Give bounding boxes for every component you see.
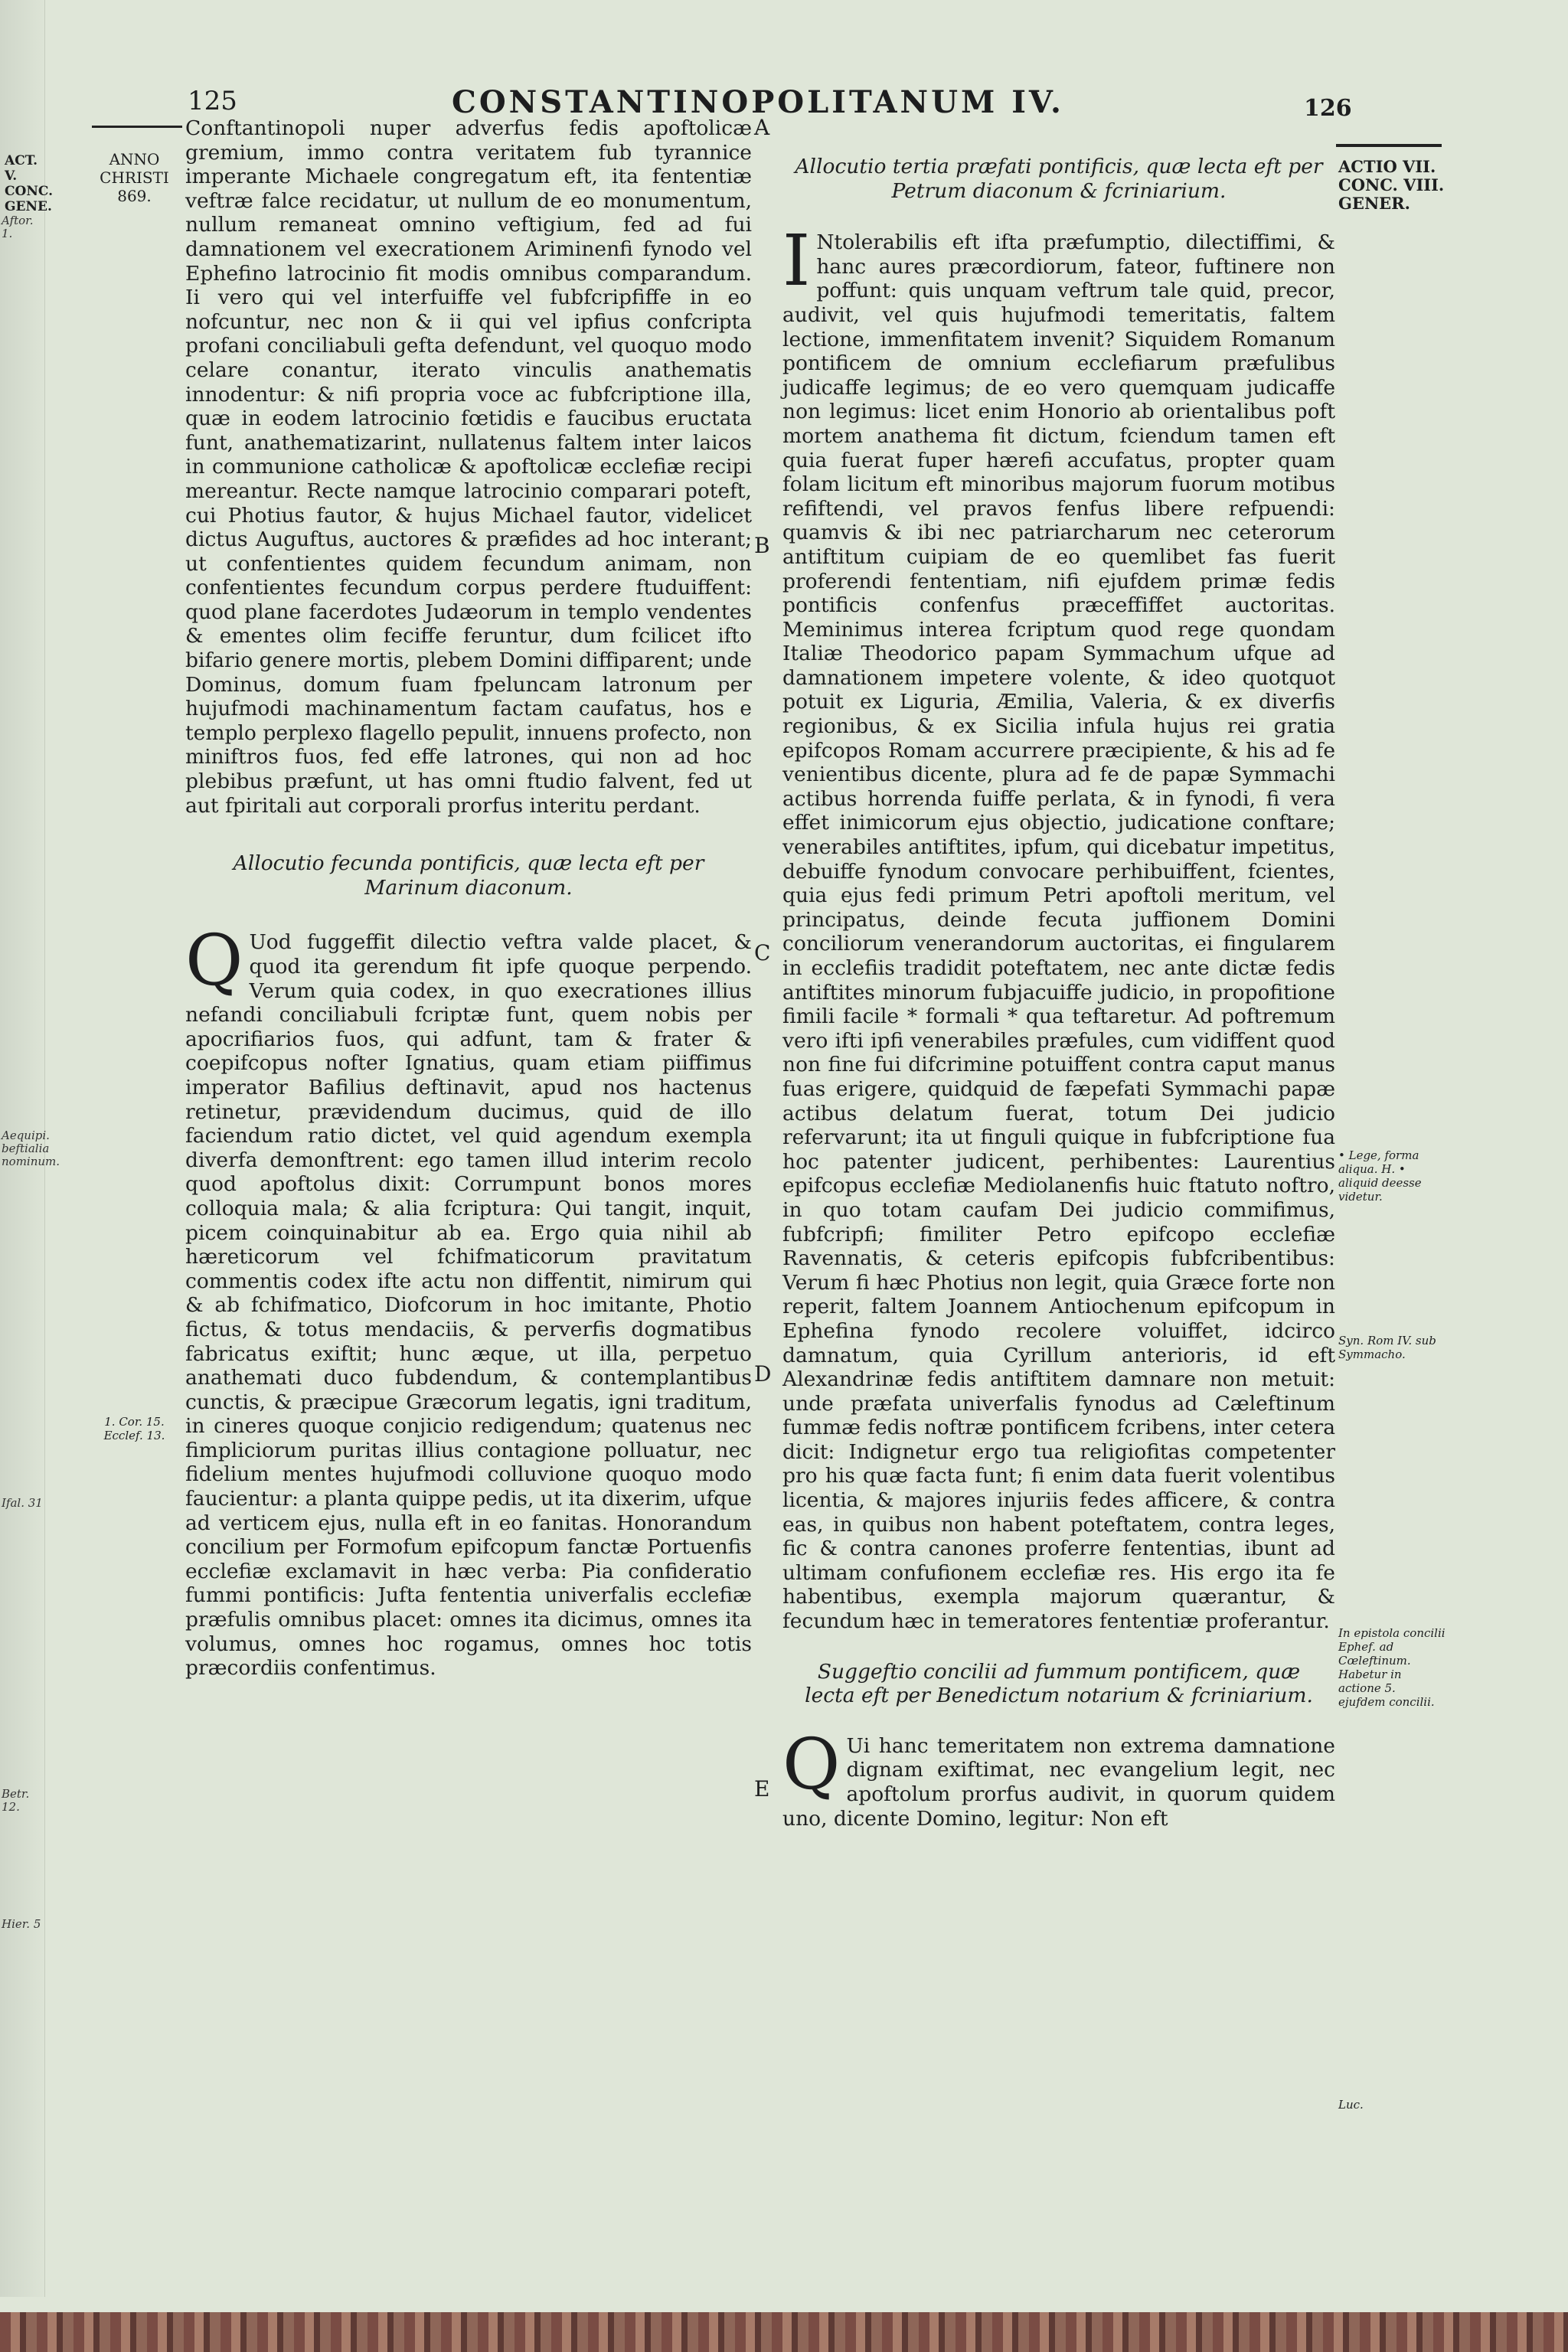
christi-label: CHRISTI xyxy=(100,168,169,187)
strip-note: Aequipi. beftialia nominum. xyxy=(2,1129,60,1168)
page-number-right: 126 xyxy=(1304,95,1352,122)
section-letter: E xyxy=(754,1776,770,1802)
strip-note: Betr. 12. xyxy=(2,1787,30,1814)
strip-actio-label: ACT. V. CONC. GENE. xyxy=(5,153,54,214)
margin-note: In epistola concilii Ephef. ad Cœleftinum. Habetur in actione 5. ejufdem concilii. xyxy=(1338,1626,1446,1709)
section-letter: D xyxy=(754,1361,772,1387)
actio-line: ACTIO VII. xyxy=(1338,157,1436,176)
left-column xyxy=(185,116,752,1681)
right-column xyxy=(782,155,1335,1831)
strip-note: Aftor. 1. xyxy=(2,214,34,240)
margin-note: • Lege, forma aliqua. H. • aliquid deesse videtur. xyxy=(1338,1148,1422,1204)
citation-line: Ecclef. 13. xyxy=(103,1429,165,1442)
paragraph: QUod fuggeffit dilectio veftra valde placet, & quod ita gerendum fit ipfe quoque perpendo. Verum quia codex, in quo execrationes illius nefandi conciliabuli fcriptæ funt, quem nobis per apocrifiarios fuos, qui adfunt, tam & frater & coepifcopus nofter Ignatius, quam etiam piiffimus imperator Bafilius deftinavit, apud nos hactenus retinetur, prævidendum ducimus, quid de illo faciendum ratio dictet, vel quid agendum exempla diverfa demonftrent: ego tamen illud interim recolo quod apoftolus dixit: Corrumpunt bonos mores colloquia mala; & alia fcriptura: Qui tangit, inquit, picem coinquinabitur ab ea. Ergo quia nihil ab hæreticorum vel fchifmaticorum pravitatum commentis codex ifte actu non diffentit, nimirum qui & ab fchifmatico, Diofcorum in hoc imitante, Photio fictus, & totus mendaciis, & perverfis dogmatibus fabricatus exiftit; hunc æque, ut illa, perpetuo anathemati duco fubdendum, & contemplantibus cunctis, & præcipue Græcorum legatis, igni traditum, in cineres quoque conjicio redigendum; quatenus nec fimpliciorum puritas illius contagione polluatur, nec fidelium mentes hujufmodi colluvione quoquo modo faucientur: a planta quippe pedis, ut ita dixerim, ufque ad verticem ejus, nulla eft in eo fanitas. Honorandum concilium per Formofum epifcopum fanctæ Portuenfis ecclefiæ exclamavit in hæc verba: Pia confideratio fummi pontificis: Jufta fententia univerfalis ecclefiæ præfulis omnibus placet: omnes ita dicimus, omnes ita volumus, omnes hoc rogamus, omnes hoc totis præcordiis confentimus. xyxy=(185,920,752,1681)
header-rule xyxy=(92,126,182,128)
margin-note: Syn. Rom IV. sub Symmacho. xyxy=(1338,1334,1436,1361)
strip-note: Ifal. 31 xyxy=(2,1496,43,1510)
anno-label: ANNO xyxy=(109,150,160,168)
page-number-left: 125 xyxy=(188,86,237,116)
section-heading: Allocutio fecunda pontificis, quæ lecta eft per Marinum diaconum. xyxy=(233,851,704,900)
actio-line: CONC. VIII. xyxy=(1338,175,1445,194)
page-bottom-edge xyxy=(0,2312,1568,2352)
running-title: CONSTANTINOPOLITANUM IV. xyxy=(452,84,1064,120)
paragraph: QUi hanc temeritatem non extrema damnatione dignam exiftimat, nec evangelium legit, nec apoftolum prorfus audivit, in quorum quidem uno, dicente Domino, legitur: Non eft xyxy=(782,1723,1335,1831)
margin-anno xyxy=(90,150,178,205)
header-rule xyxy=(1336,144,1442,147)
section-heading: Suggeftio concilii ad fummum pontificem, quæ lecta eft per Benedictum notarium & fcriniarium. xyxy=(805,1659,1313,1708)
previous-page-edge xyxy=(0,0,60,2297)
section-letter: B xyxy=(754,533,770,558)
paragraph: Conftantinopoli nuper adverfus fedis apoftolicæ gremium, immo contra veritatem fub tyrannice imperante Michaele congregatum eft, ita fententiæ veftræ falce recidatur, ut nullum de eo monumentum, nullum remaneat omnino veftigium, fed ad fui damnationem vel execrationem Ariminenfi fynodo vel Ephefino latrocinio fit modis omnibus comparandum. Ii vero qui vel interfuiffe vel fubfcripfiffe in eo nofcuntur, nec non & ii qui vel ipfius confcripta profani conciliabuli gefta defendunt, vel quoquo modo celare conantur, iterato vinculis anathematis innodentur: & nifi propria voce ac fubfcriptione illa, quæ in eodem latrocinio fœtidis e faucibus eructata funt, anathematizarint, nullatenus faltem inter laicos in communione catholicæ & apoftolicæ ecclefiæ recipi mereantur. Recte namque latrocinio comparari poteft, cui Photius fautor, & hujus Michael fautor, videlicet dictus Auguftus, auctores & præfides ad hoc interant; ut confentientes quidem fecundum animam, non confentientes fecundum corpus perdere ftuduiffent: quod plane facerdotes Judæorum in templo vendentes & ementes olim feciffe feruntur, dum fcilicet ifto bifario genere mortis, plebem Domini diffiparent; unde Dominus, domum fuam fpeluncam latronum per hujufmodi machinamentum factam caufatus, hos e templo perplexo flagello pepulit, innuens profecto, non miniftros fuos, fed effe latrones, qui non ad hoc plebibus præfunt, ut has omni ftudio falvent, fed ut aut fpiritali aut corporali prorfus interitu perdant. xyxy=(185,116,752,818)
margin-note: Luc. xyxy=(1338,2098,1364,2112)
section-letter: C xyxy=(754,940,771,965)
margin-citation xyxy=(90,1415,178,1442)
year-label: 869. xyxy=(117,187,152,205)
citation-line: 1. Cor. 15. xyxy=(104,1415,165,1429)
section-heading: Allocutio tertia præfati pontificis, quæ lecta eft per Petrum diaconum & fcriniarium. xyxy=(795,155,1323,203)
actio-line: GENER. xyxy=(1338,194,1410,213)
paragraph: INtolerabilis eft ifta præfumptio, dilectiffimi, & hanc aures præcordiorum, fateor, fuftinere non poffunt: quis unquam veftrum tale quid, precor, audivit, vel quis hujufmodi temeritatis, faltem lectione, immenfitatem invenit? Siquidem Romanum pontificem de omnium ecclefiarum præfulibus judicaffe legimus; de eo vero quemquam judicaffe non legimus: licet enim Honorio ab orientalibus poft mortem anathema fit dictum, fciendum tamen eft quia fuerat fuper hærefi accufatus, propter quam folam licitum eft minoribus majorum fuorum motibus refiftendi, vel pravos fenfus libere refpuendi: quamvis & ibi nec patriarcharum nec ceterorum antiftitum cuipiam de eo quemlibet fas fuerit proferendi fententiam, nifi ejufdem primæ fedis pontificis confenfus præceffiffet auctoritas. Meminimus interea fcriptum quod rege quondam Italiæ Theodorico papam Symmachum ufque ad damnationem impetere volente, & ideo quotquot potuit ex Liguria, Æmilia, Valeria, & ex diverfis regionibus, & ex Sicilia infula hujus rei gratia epifcopos Romam accurrere præcipiente, & his ad fe venientibus dicente, plura ad fe de papæ Symmachi actibus horrenda fuiffe perlata, & in fynodi, fi vera effet inimicorum ejus objectio, judicatione conftare; venerabiles antiftites, ipfum, qui dicebatur impetitus, debuiffe fynodum convocare perhibuiffent, fcientes, quia ejus fedi primum Petri apoftoli meritum, vel principatus, deinde fecuta juffionem Domini conciliorum venerandorum auctoritas, ei fingularem in ecclefiis tradidit poteftatem, nec ante dictæ fedis antiftites minorum fubjacuiffe judicio, in propofitione fimili facile * formali * qua teftaretur. Ad poftremum vero ifti ipfi venerabiles præfules, cum vidiffent quod non fine fui difcrimine potuiffent contra caput manus fuas erigere, quidquid de fæpefati Symmachi papæ actibus delatum fuerat, totum Dei judicio refervarunt; ita ut finguli quique in fubfcriptione fua hoc patenter judicent, perhibentes: Laurentius epifcopus ecclefiæ Mediolanenfis huic ftatuto noftro, in quo totam caufam Dei judicio commifimus, fubfcripfi; fimiliter Petro epifcopo ecclefiæ Ravennatis, & ceteris epifcopis fubfcribentibus: Verum fi hæc Photius non legit, quia Græce forte non reperit, faltem Joannem Antiochenum epifcopum in Ephefina fynodo recolere voluiffet, idcirco damnatum, quia Cyrillum anterioris, id eft Alexandrinæ fedis antiftitem damnare non metuit: unde præfata univerfalis fynodus ad Cæleftinum fummæ fedis noftræ pontificem fcribens, inter cetera dicit: Indignetur ergo tua religiofitas competenter pro his quæ facta funt; fi enim data fuerit volentibus licentia, & majores injuriis fedes afficere, & contra eas, in quibus non habent poteftatem, contra leges, fic & contra canones proferre fententias, ibunt ad ultimam confufionem ecclefiæ res. His ergo ita fe habentibus, exempla majorum quærantur, & fecundum hæc in temeratores fententiæ proferantur. xyxy=(782,220,1335,1634)
section-letter: A xyxy=(754,115,770,140)
strip-note: Hier. 5 xyxy=(2,1917,41,1931)
margin-actio xyxy=(1338,158,1453,213)
